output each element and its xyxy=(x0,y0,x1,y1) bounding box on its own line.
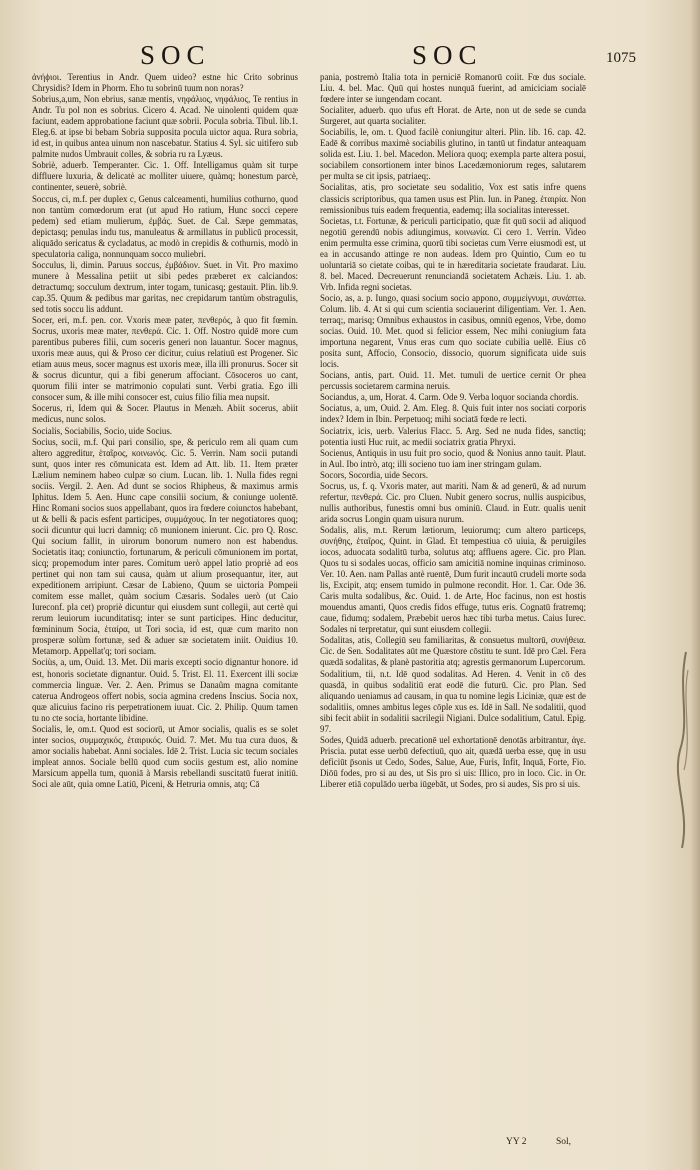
dictionary-entry: pania, postremò Italia tota in perniciē Romanorū coiit. Fœ dus sociale. Liu. 4. bel. Mac. Quū qui hostes nunquā fuerint, ad amiciciam socialē fœdere inter se iungendam cocant. xyxy=(320,72,586,105)
dictionary-entry: Socer, eri, m.f. pen. cor. Vxoris meæ pater, πενθερός, à quo fit fœmin. Socrus, uxoris meæ mater, πενθερά. Cic. 1. Off. Nostro quidē more cum parentibus puberes filii, cum soceris generi non lauantur. Socer magnus, uxoris meæ auus, qui & Proso cer dicitur, cuius relatiuū est Progener. Sic etiam auus meus, socer magnus est uxoris meæ, illa illi pronurus. Socer sit & socrus dicuntur, qui a fibi generum affociant. Cōsoceros uo cant, quorum filii inter se matrimonio copulati sunt. Verbi gratia. Ego illi consocer sum, & ille mihi consocer est, cuius filio filia mea nupsit. xyxy=(32,315,298,403)
dictionary-entry: Sociabilis, le, om. t. Quod facilè coniungitur alteri. Plin. lib. 16. cap. 42. Eadē & corribus maximè sociabilis glutino, in tantū ut findatur anteaquam solida est. Liu. 1. bel. Macedon. Meliora quoq; exempla parte altera posui, sociabilem consortionem inter binos Lacedæmoniorum reges, salutarem per multa se cit ipsis, patriaeq;. xyxy=(320,127,586,182)
dictionary-entry: Societas, t.t. Fortunæ, & periculi participatio, quæ fit quū socii ad aliquod negotiū gerendū nobis adiungimus, κοινωνία. Ci cero 1. Verrin. Video enim permulta esse crimina, quorū tibi societas cum Verre eiusmodi est, ut ea in accusando attinge re non audeas. Idem pro Quintio, Cum eo tu uoluntariā so cietate coibas, qui te in hæreditaria societate fraudarat. Liu. 8. bel. Maced. Decreuerunt renunciandā societatem Achæis. Liu. 1. ab. Vrb. Infida regni societas. xyxy=(320,215,586,292)
dictionary-entry: Sodalitas, atis, Collegiū seu familiaritas, & consuetus multorū, συνήθεια. Cic. de Sen. Sodalitates aūt me Quæstore cōstitu te sunt. Idē pro Cæl. Fera quædā sodalitas, & planè pastoritia atq; agrestis germanorum Lupercorum. xyxy=(320,635,586,668)
dictionary-entry: Sociatus, a, um, Ouid. 2. Am. Eleg. 8. Quis fuit inter nos sociati corporis index? Idem in Ibin. Perpetuoq; mihi sociatā fœde re lecti. xyxy=(320,403,586,425)
dictionary-entry: Socialiter, aduerb. quo ufus eft Horat. de Arte, non ut de sede se cunda Surgeret, aut quarta socialiter. xyxy=(320,105,586,127)
dictionary-entry: Socrus, us, f. q. Vxoris mater, aut mariti. Nam & ad generū, & ad nurum refertur, πενθερά. Cic. pro Cluen. Nubit genero socrus, nullis auspicibus, nullis authoribus, funestis omni bus ominiū. Claud. in Eutr. qualis uenit arida socrus Longin quam uisura nurum. xyxy=(320,480,586,524)
dictionary-entry: Socialis, Sociabilis, Socio, uide Socius. xyxy=(32,425,173,436)
right-column xyxy=(320,72,586,1132)
dictionary-entry: Socialis, le, om.t. Quod est sociorū, ut Amor socialis, qualis es se solet inter socios, συμμαχικός, ἑταιρικός. Ouid. 7. Met. Mu tua cura duos, & amor socialis habebat. Anni sociales. Idē 2. Trist. Lucia sic tecum sociales impleat annos. Sociale bellū quod cum sociis gestum est, alio nomine Marsicum appella tum, quoniā à Marsis rebellandi suscitatū fuerat initiū. Soci ale aūt, quia omne Latiū, Piceni, & Hetruria omnis, atq; Cā xyxy=(32,723,298,789)
dictionary-entry: Socians, antis, part. Ouid. 11. Met. tumuli de uertice cernit Or phea percussis societarem carmina neruis. xyxy=(320,370,586,392)
dictionary-entry: Sociùs, a, um, Ouid. 13. Met. Dii maris excepti socio dignantur honore. id est, honoris societate dignantur. Ouid. 5. Trist. El. 11. Exercent illi sociæ commercia linguæ. Ver. 2. Aen. Primus se Danaûm magna comitante caterua Androgeos offert nobis, socia agmina credens Inscius. Socia nox, quæ alicuius facino ris perpetrationem iuuat. Cic. 2. Philip. Quum tamen tu no cte socia, hortante libidine. xyxy=(32,657,298,723)
dictionary-entry: Socius, socii, m.f. Qui pari consilio, spe, & periculo rem ali quam cum altero aggreditur, ἑταῖρος, κοινωνός. Cic. 5. Verrin. Nam socii putandi sunt, quos inter res cōmunicata est. Idem ad Att. lib. 11. Item præter Lælium neminem habeo culpæ so cium. Lucan. lib. 1. Nulla fides regni sociis. Vergil. 2. Aen. Ad dunt se socios Rhipheus, & maximus armis Iphitus. Idem 5. Aen. Hunc cape consilii socium, & coniunge uolentē. Hinc Romani socios suos appellabant, quos ira fœdere coiunctos habebant, ut & belli & pacis esfent participes, συμμάχους. In ter negotiatores quoq; socii dicuntur qui lucri damniq; cō munionem inierunt. Cic. pro Q. Rosc. Qui socium fallit, in uirorum bonorum numero non est habendus. Societatis itaq; coniunctio, fortunarum, & periculi cōmunionem im portat, sicq; propemodum inter pares. Comitum uerò appel latio propriè ad eos pertinet qui non tam sui causa, quàm ut alium prosequantur, iter, aut expeditionem arripiunt. Cæsar de Labieno, Quum se uictoria Pompeii comitem esse mallet, quàm socium Cæsaris. Sodales uerò (ut Caio Iureconf. pla cet) propriè dicuntur qui eiusdem sunt collegii, aut certè qui rerum leuiorum iucunditatisq; inter se sunt participes. Hinc deducitur, fœmininum Socia, ἑταίρα, ut Tori socia, id est, quæ cum marito non prosperæ solùm fortunæ, sed & aduer sæ societatem iniit. Ouidius 10. Metamorp. Appellat'q; tori sociam. xyxy=(32,436,298,657)
dictionary-entry: Soccus, ci, m.f. per duplex c, Genus calceamenti, humilius cothurno, quod non tantùm comœdorum erat (ut apud Ho ratium, Hunc socci cepere pedem) sed etiam mulierum, ἐμβάς. Suet. de Cal. Sæpe gemmatas, depictasq; penulas indu tus, manuleatus & armillatus in publicū processit, aliquādo sericatus & cycladatus, ac modò in crepidis & cothurnis, modò in speculatoria caliga, nonnunquam socco muliebri. xyxy=(32,193,298,259)
dictionary-entry: Sociandus, a, um, Horat. 4. Carm. Ode 9. Verba loquor socianda chordis. xyxy=(320,392,579,403)
catchword: Sol, xyxy=(556,1137,572,1147)
dictionary-entry: Sobriè, aduerb. Temperanter. Cic. 1. Off. Intelligamus quàm sit turpe diffluere luxuria, & delicatè ac molliter uiuere, quàmq; honestum parcè, continenter, seuerè, sobriè. xyxy=(32,160,298,193)
dictionary-entry: Socialitas, atis, pro societate seu sodalitio, Vox est satis infre quens classicis scriptoribus, qua tamen usus est Plin. Iun. in Paneg. ἑταιρία. Non remissionibus tuis eadem frequentia, eademq; illa socialitas interesset. xyxy=(320,182,586,215)
left-column xyxy=(32,72,298,1132)
signature-mark: YY 2 xyxy=(506,1137,527,1147)
page-number: 1075 xyxy=(606,50,636,66)
dictionary-entry: ἀνήϕιοι. Terentius in Andr. Quem uideo? estne hic Crito sobrinus Chrysidis? Idem in Phorm. Eho tu sobrinū tuum non noras? xyxy=(32,72,298,94)
dictionary-entry: Sobrius,a,um, Non ebrius, sanæ mentis, νηφάλιος, νηφάλιος, Te rentius in Andr. Tu pol non es sobrius. Cicero 4. Acad. Ne uinolenti quidem quæ faciunt, eadem approbatione faciunt quæ sobrii. Pocula sobria. Tibul. lib.1. Eleg.6. at ipse bi bebam Sobria supposita pocula uictor aqua. Rura sobria, id est, in quibus antea uinum non nascebatur. Statius 4. Syl. sic uitifero sub palmite nudos Umbrauit colles, & sobria ru ra Lyæus. xyxy=(32,94,298,160)
page-footer xyxy=(320,1137,586,1149)
dictionary-entry: Sodalitium, tii, n.t. Idē quod sodalitas. Ad Heren. 4. Venit in cō des quasdā, in quibus sodalitiū erat eodē die futurū. Cic. pro Plan. Sed aliquando ueniamus ad causam, in qua tu nomine legis Liciniæ, quæ est de sodalitiis, omnes ambitus leges cōple xus es. Idē in Sall. Ne sodalitii, quod sibi fecit abiit in sodalitii sacrilegii Nigiani. Dulce sodalitium, Catul. Epig. 97. xyxy=(320,668,586,734)
dictionary-entry: Sodes, Quidā aduerb. precationē uel exhortationē denotās arbitrantur, ἀγε. Priscia. putat esse uerbū defectiuū, quo ait, quædā uerba esse, quę in usu deficiūt p̄sonis ut Cedo, Sodes, Salue, Aue, Furis, Infit, Inquā, Forte, Fio. Diōū fodes, pro si au des, ut Sis pro si uis: Illico, pro in loco. Cic. in Or. Liberer etiā copulādo uerba iūgebāt, ut Sodes, pro si audes, Sis pro si uis. xyxy=(320,734,586,789)
header-left-word: SOC xyxy=(140,40,211,70)
dictionary-entry: Sociatrix, icis, uerb. Valerius Flacc. 5. Arg. Sed ne nuda fides, sanctiq; potentia iusti Huc ruit, ac medii sociatrix gratia Phryxi. xyxy=(320,425,586,447)
dictionary-entry: Socerus, ri, Idem qui & Socer. Plautus in Menæh. Abiit socerus, abiit medicus, nunc solos. xyxy=(32,403,298,425)
dictionary-entry: Socculus, li, dimin. Paruus soccus, ἐμβάδιον. Suet. in Vit. Pro maximo munere à Messalina petiit ut sibi pedes præberet ex calciandos: detractumq; socculum dextrum, inter togam, tunicasq; gestauit. Plin. lib.9. cap.35. Quum & pedibus mar garitas, nec crepidarum tantùm obstragulis, sed totis soccu lis addunt. xyxy=(32,259,298,314)
dictionary-entry: Socors, Socordia, uide Secors. xyxy=(320,469,428,480)
running-header xyxy=(0,40,700,76)
header-right-word: SOC xyxy=(412,40,483,70)
dictionary-entry: Socio, as, a. p. Iungo, quasi socium socio appono, συμμείγνυμι, συνάπτω. Colum. lib. 4. At si qui cum scientia sociauerint diligentiam. Ver. 1. Aen. terraq;, marisq; Omnibus exhaustos in casibus, omniū egenos, Vrbe, domo socias. Ouid. 10. Met. quod si felicior essem, Nec mihi coniugium fata importuna negarent, Vnus eras cum quo sociate cubilia uellē. Eius cō posita sunt, Affocio, Consocio, dissocio, quorum significata uide suis locis. xyxy=(320,292,586,370)
dictionary-entry: Sodalis, alis, m.t. Rerum lætiorum, leuiorumq; cum altero particeps, συνήθης, ἑταῖρος, Quint. in Glad. Et tempestiua cō uiuia, & peruigiles iocos, aduocata sodalitū turba, solutus atq; affluens agere. Cic. pro Plan. Quos tu si sodales uocas, officio sam amicitiā nomine inquinas criminoso. Ver. 10. Aen. nam Pallas antè ruentē, Dum furit incautū crudeli morte soda lis, Excipit, atq; ensem tumido in pulmone recondit. Hor. 1. Car. Ode 36. Caris multa sodalibus, &c. Ouid. 1. de Arte, Hoc facinus, non est hostis mouendus amanti, Quos credis fidos effuge, tutus eris. Cognatū fratremq; caue, fidumq; sodalem, Præbebit ueros hæc tibi turba metus. Caius Iurec. Sodales ni terpretatur, qui sunt eiusdem collegii. xyxy=(320,524,586,635)
page-edge-shadow xyxy=(690,0,700,1170)
dictionary-entry: Socienus, Antiquis in usu fuit pro socio, quod & Nonius anno tauit. Plaut. in Aul. Ibo intrò, atq; illi socieno tuo iam iner stringam gulam. xyxy=(320,447,586,469)
